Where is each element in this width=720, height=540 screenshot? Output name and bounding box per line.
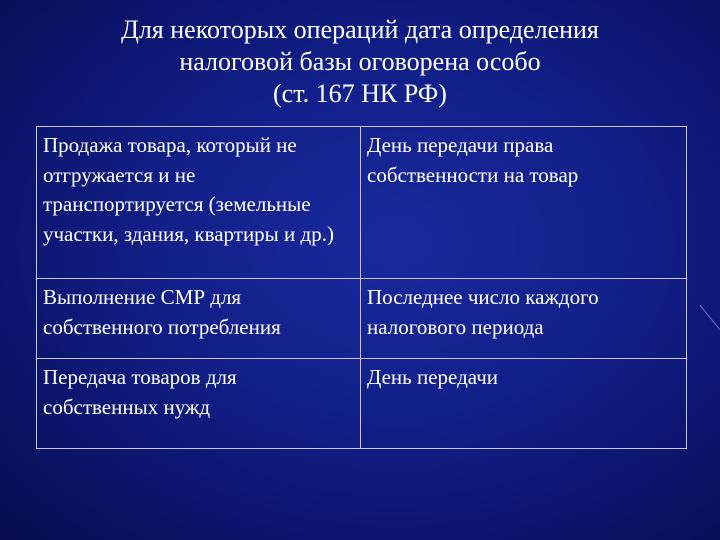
operations-table bbox=[36, 126, 687, 449]
title-line-2: налоговой базы оговорена особо bbox=[179, 47, 541, 76]
operation-cell: Выполнение СМР для собственного потребления bbox=[37, 279, 361, 359]
date-cell: День передачи bbox=[361, 359, 687, 449]
title-line-3: (ст. 167 НК РФ) bbox=[273, 79, 447, 108]
operation-cell: Передача товаров для собственных нужд bbox=[37, 359, 361, 449]
date-cell: День передачи права собственности на товар bbox=[361, 127, 687, 279]
slide-title bbox=[0, 14, 720, 110]
table-row bbox=[37, 279, 687, 359]
table-row bbox=[37, 127, 687, 279]
operation-cell: Продажа товара, который не отгружается и не транспортируется (земельные участки, здания, квартиры и др.) bbox=[37, 127, 361, 279]
date-cell: Последнее число каждого налогового периода bbox=[361, 279, 687, 359]
table-row bbox=[37, 359, 687, 449]
title-line-1: Для некоторых операций дата определения bbox=[121, 15, 599, 44]
